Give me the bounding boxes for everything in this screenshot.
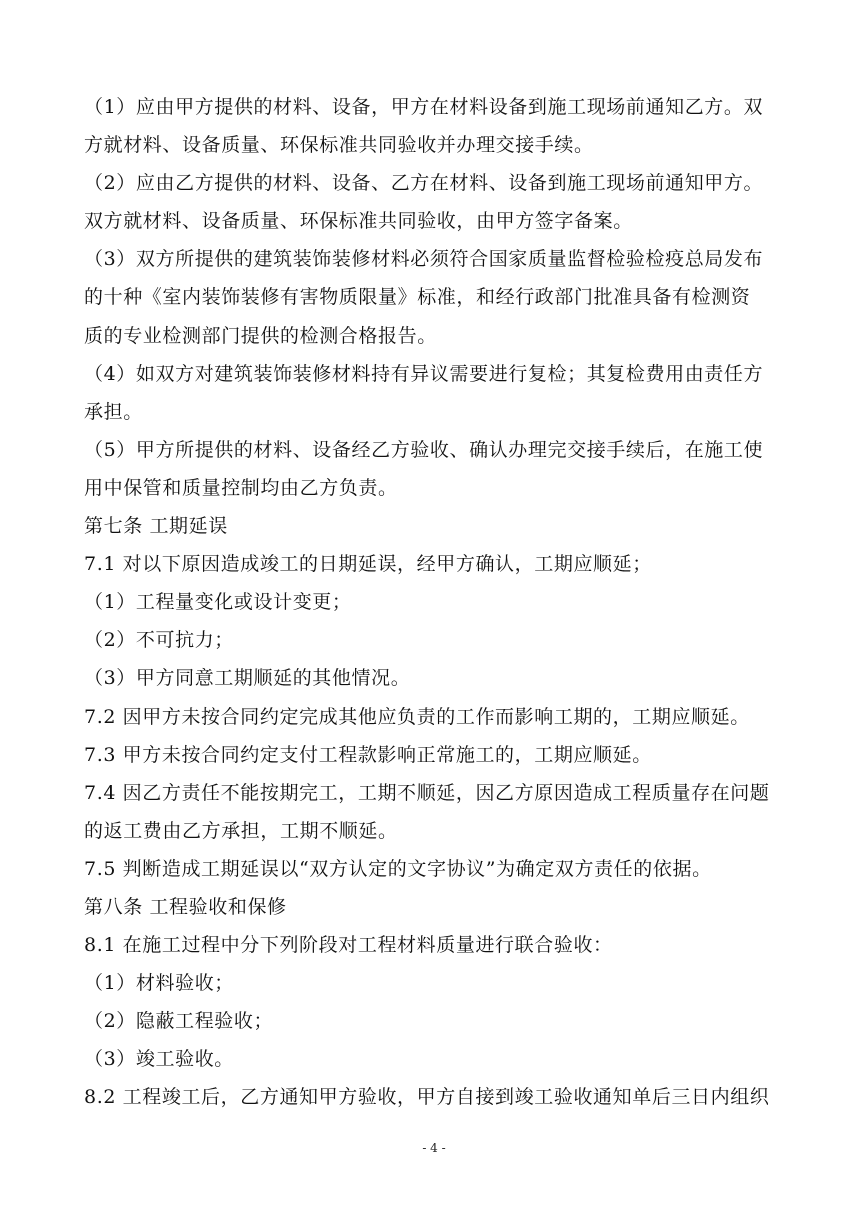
text-line: （1）材料验收； (84, 972, 234, 995)
text-line: 7.2 因甲方未按合同约定完成其他应负责的工作而影响工期的，工期应顺延。 (84, 705, 750, 728)
text-line: 7.1 对以下原因造成竣工的日期延误，经甲方确认，工期应顺延； (84, 553, 652, 576)
text-line: 双方就材料、设备质量、环保标准共同验收，由甲方签字备案。 (84, 210, 633, 233)
text-line: （3）竣工验收。 (84, 1048, 234, 1071)
text-line: 7.5 判断造成工期延误以“双方认定的文字协议”为确定双方责任的依据。 (84, 857, 712, 880)
text-line: （3）双方所提供的建筑装饰装修材料必须符合国家质量监督检验检疫总局发布 (84, 248, 764, 271)
text-line: 8.2 工程竣工后，乙方通知甲方验收，甲方自接到竣工验收通知单后三日内组织 (84, 1086, 770, 1109)
text-line: 用中保管和质量控制均由乙方负责。 (84, 476, 398, 499)
section-heading: 第八条 工程验收和保修 (84, 895, 287, 918)
section-heading: 第七条 工期延误 (84, 515, 228, 538)
text-line: （3）甲方同意工期顺延的其他情况。 (84, 667, 411, 690)
text-line: 方就材料、设备质量、环保标准共同验收并办理交接手续。 (84, 134, 594, 157)
text-line: （1）工程量变化或设计变更； (84, 591, 352, 614)
document-body (84, 88, 796, 1117)
text-line: 的返工费由乙方承担，工期不顺延。 (84, 819, 398, 842)
text-line: 的十种《室内装饰装修有害物质限量》标准，和经行政部门批准具备有检测资 (84, 286, 751, 309)
text-line: （2）应由乙方提供的材料、设备、乙方在材料、设备到施工现场前通知甲方。 (84, 172, 764, 195)
text-line: （2）不可抗力； (84, 629, 234, 652)
text-line: 质的专业检测部门提供的检测合格报告。 (84, 324, 437, 347)
text-line: 7.3 甲方未按合同约定支付工程款影响正常施工的，工期应顺延。 (84, 743, 652, 766)
text-line: 7.4 因乙方责任不能按期完工，工期不顺延，因乙方原因造成工程质量存在问题 (84, 781, 770, 804)
text-line: （5）甲方所提供的材料、设备经乙方验收、确认办理完交接手续后，在施工使 (84, 438, 764, 461)
text-line: （1）应由甲方提供的材料、设备，甲方在材料设备到施工现场前通知乙方。双 (84, 96, 764, 118)
text-line: 承担。 (84, 400, 143, 423)
page-number: - 4 - (422, 1141, 446, 1155)
text-line: （4）如双方对建筑装饰装修材料持有异议需要进行复检；其复检费用由责任方 (84, 362, 764, 385)
text-line: 8.1 在施工过程中分下列阶段对工程材料质量进行联合验收： (84, 934, 613, 957)
text-line: （2）隐蔽工程验收； (84, 1010, 274, 1033)
